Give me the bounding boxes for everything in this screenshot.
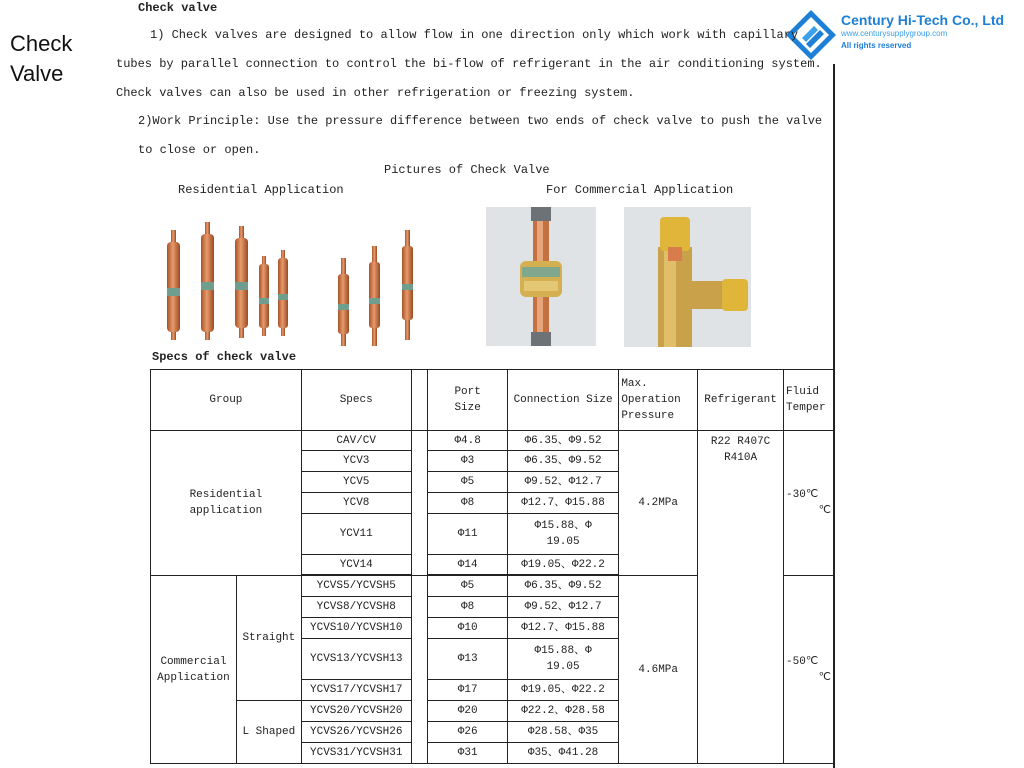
conn-cell: Φ19.05、Φ22.2 [507,680,618,701]
header-connection: Connection Size [507,370,618,431]
specs-table [150,369,834,764]
temp-commercial [784,576,834,764]
conn-cell: Φ6.35、Φ9.52 [507,431,618,451]
conn-cell: Φ35、Φ41.28 [507,743,618,764]
blank-cell [411,431,428,576]
slide-title-line1: Check [10,31,73,56]
logo-company-name: Century Hi-Tech Co., Ltd [841,12,1005,28]
spec-cell: YCVS31/YCVSH31 [301,743,411,764]
temp-residential-line1: -30℃ [786,489,819,501]
doc-p1-line1: 1) Check valves are designed to allow flow in one direction only which work with capillary [150,28,799,42]
specs-title: Specs of check valve [152,350,297,364]
port-cell: Φ20 [428,701,507,722]
port-cell: Φ8 [428,493,507,514]
port-cell: Φ13 [428,639,507,680]
header-refrigerant: Refrigerant [698,370,784,431]
spec-cell: YCVS26/YCVSH26 [301,722,411,743]
header-port-line1: Port [454,386,481,398]
header-group: Group [151,370,302,431]
logo-rights: All rights reserved [841,41,912,50]
temp-commercial-line2: ℃ [818,671,831,684]
spec-cell: YCVS17/YCVSH17 [301,680,411,701]
port-cell: Φ5 [428,576,507,597]
port-cell: Φ8 [428,597,507,618]
refrigerant-line2: R410A [724,452,758,464]
table-row [151,431,834,451]
temp-residential [784,431,834,576]
doc-p1-line2: tubes by parallel connection to control the bi-flow of refrigerant in the air conditioning system. [116,57,822,71]
port-cell: Φ17 [428,680,507,701]
slide-title-line2: Valve [10,61,64,86]
group-residential [151,431,302,576]
slide-title [10,29,72,89]
conn-line2: 19.05 [546,536,580,548]
spec-cell: YCVS13/YCVSH13 [301,639,411,680]
header-maxp-line1: Max. [621,378,648,390]
temp-commercial-line1: -50℃ [786,655,819,668]
conn-cell: Φ6.35、Φ9.52 [507,451,618,472]
doc-p2-line1: 2)Work Principle: Use the pressure difference between two ends of check valve to push the valve [138,114,823,128]
header-specs: Specs [301,370,411,431]
residential-valves-image [165,218,435,350]
header-maxp-line2: Operation [621,394,681,406]
header-fluid-line2: Temper [786,402,826,414]
commercial-valve-photo-lshaped [624,207,751,347]
spec-cell: YCV11 [301,514,411,555]
port-cell: Φ26 [428,722,507,743]
header-max-pressure [619,370,698,431]
conn-cell: Φ9.52、Φ12.7 [507,472,618,493]
conn-cell: Φ9.52、Φ12.7 [507,597,618,618]
conn-cell: Φ22.2、Φ28.58 [507,701,618,722]
group-residential-line2: application [189,505,263,517]
residential-label: Residential Application [178,183,344,197]
header-blank [411,370,428,431]
group-commercial [151,576,237,764]
group-residential-line1: Residential [189,489,263,501]
conn-cell [507,514,618,555]
spec-cell: YCV8 [301,493,411,514]
spec-cell: YCVS20/YCVSH20 [301,701,411,722]
spec-cell: YCVS5/YCVSH5 [301,576,411,597]
group-commercial-line2: Application [157,671,230,684]
pictures-title: Pictures of Check Valve [384,163,550,177]
conn-line1: Φ15.88、Φ [534,645,592,657]
conn-cell: Φ6.35、Φ9.52 [507,576,618,597]
logo-url: www.centurysupplygroup.com [841,29,948,38]
port-cell: Φ11 [428,514,507,555]
header-port-line2: Size [454,402,481,414]
spec-cell: YCVS8/YCVSH8 [301,597,411,618]
spec-cell: YCVS10/YCVSH10 [301,618,411,639]
spec-cell: YCV3 [301,451,411,472]
port-cell: Φ31 [428,743,507,764]
pressure-residential: 4.2MPa [619,431,698,576]
refrigerant-cell [698,431,784,764]
port-cell: Φ5 [428,472,507,493]
conn-line2: 19.05 [546,661,580,673]
doc-p1-line3: Check valves can also be used in other refrigeration or freezing system. [116,86,635,100]
spec-cell: YCV5 [301,472,411,493]
conn-cell: Φ12.7、Φ15.88 [507,618,618,639]
subgroup-lshaped: L Shaped [236,701,301,764]
refrigerant-line1: R22 R407C [710,436,771,448]
blank-cell [411,576,428,764]
header-maxp-line3: Pressure [621,410,675,422]
doc-heading: Check valve [138,1,218,15]
header-port [428,370,507,431]
conn-line1: Φ15.88、Φ [534,520,592,532]
header-fluid-line1: Fluid [786,386,820,398]
commercial-label: For Commercial Application [546,183,734,197]
port-cell: Φ14 [428,555,507,575]
conn-cell [507,639,618,680]
spec-cell: CAV/CV [301,431,411,451]
subgroup-straight: Straight [236,576,301,701]
commercial-valve-photo-inline [486,207,596,346]
conn-cell: Φ19.05、Φ22.2 [507,555,618,575]
spec-cell: YCV14 [301,555,411,575]
table-header-row [151,370,834,431]
temp-residential-line2: ℃ [818,505,831,517]
port-cell: Φ4.8 [428,431,507,451]
port-cell: Φ10 [428,618,507,639]
port-cell: Φ3 [428,451,507,472]
conn-cell: Φ12.7、Φ15.88 [507,493,618,514]
conn-cell: Φ28.58、Φ35 [507,722,618,743]
group-commercial-line1: Commercial [160,655,227,668]
header-fluid-temp [784,370,834,431]
pressure-commercial: 4.6MPa [619,576,698,764]
spec-document [110,0,834,768]
doc-p2-line2: to close or open. [138,143,261,157]
